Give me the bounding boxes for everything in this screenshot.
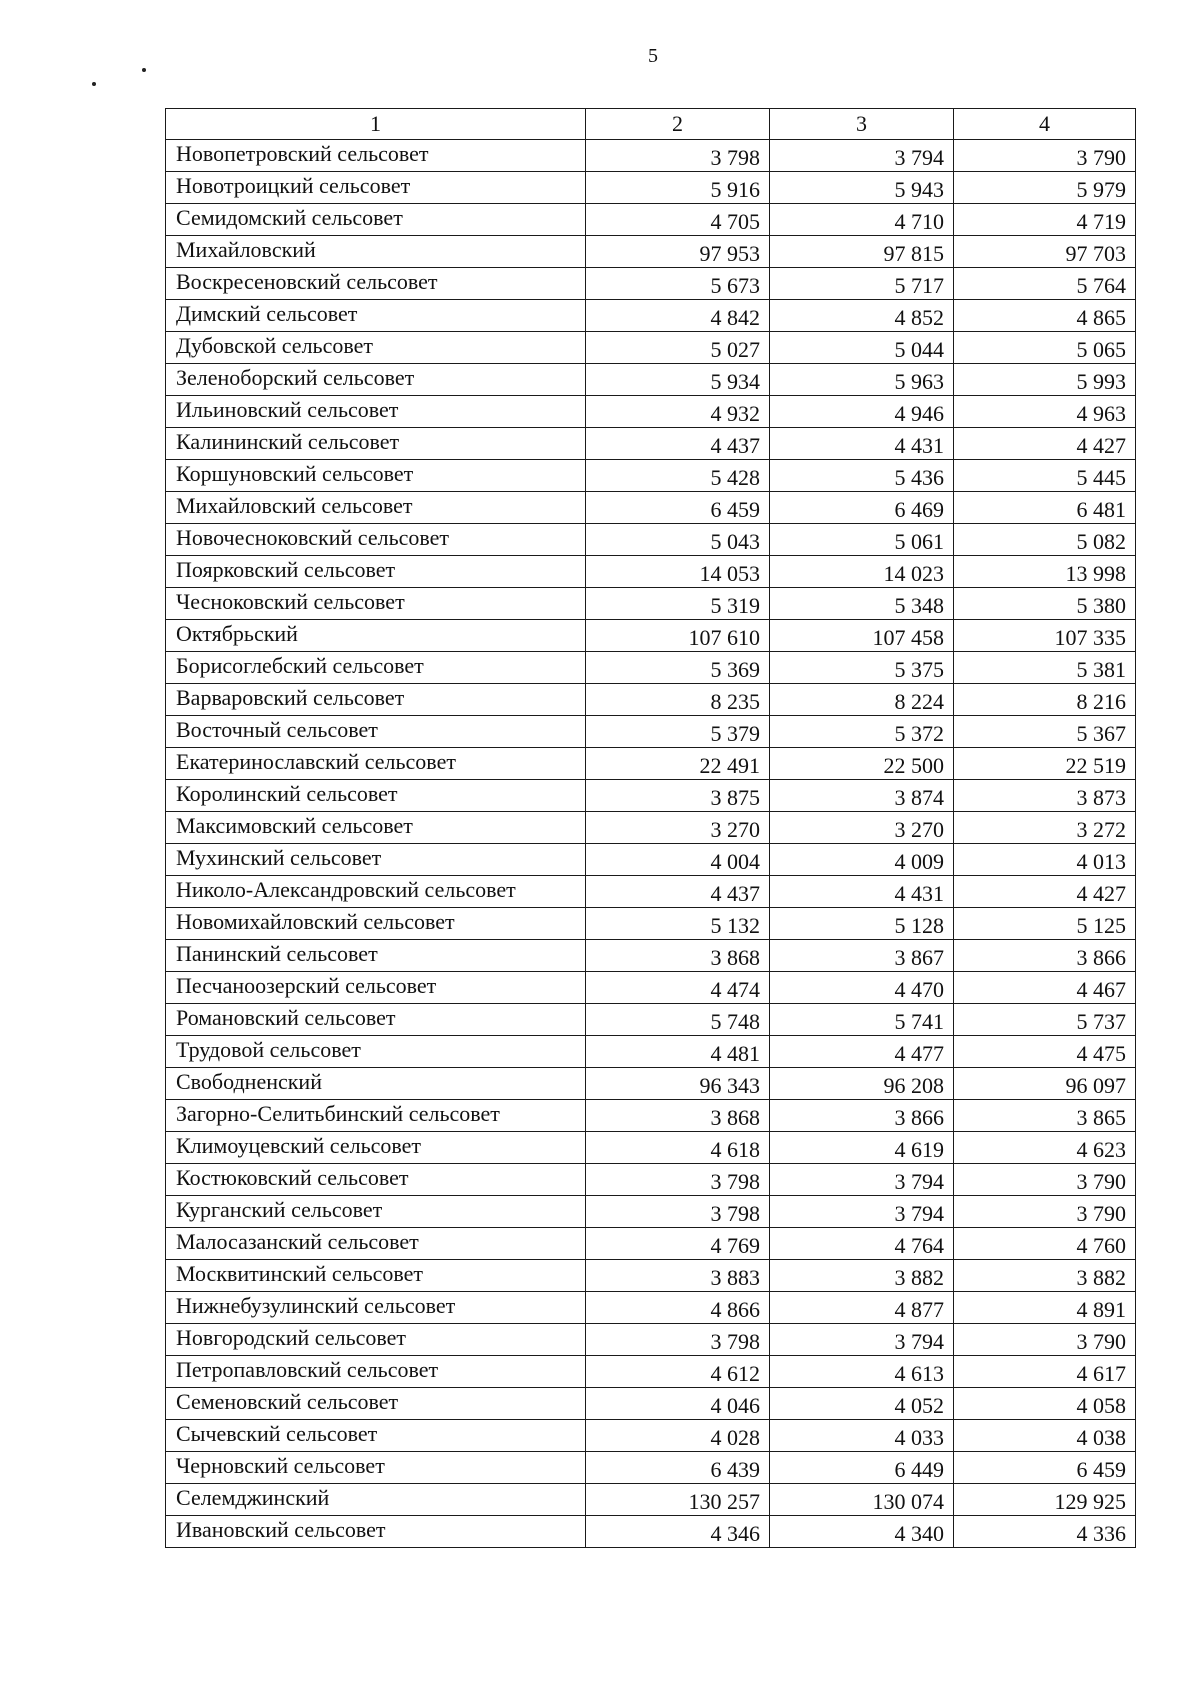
value-cell-col2: 97 953 xyxy=(586,236,770,268)
row-name-cell: Екатеринославский сельсовет xyxy=(166,748,586,780)
value-cell-col4: 4 617 xyxy=(954,1356,1136,1388)
table-row xyxy=(166,556,1136,588)
table-row xyxy=(166,1484,1136,1516)
row-name-cell: Борисоглебский сельсовет xyxy=(166,652,586,684)
row-name-cell: Загорно-Селитьбинский сельсовет xyxy=(166,1100,586,1132)
value-cell-col3: 96 208 xyxy=(770,1068,954,1100)
row-name-cell: Новгородский сельсовет xyxy=(166,1324,586,1356)
value-cell-col2: 4 046 xyxy=(586,1388,770,1420)
value-cell-col3: 5 061 xyxy=(770,524,954,556)
table-row xyxy=(166,1356,1136,1388)
value-cell-col2: 96 343 xyxy=(586,1068,770,1100)
table-row xyxy=(166,876,1136,908)
value-cell-col4: 97 703 xyxy=(954,236,1136,268)
row-name-cell: Семеновский сельсовет xyxy=(166,1388,586,1420)
table-row xyxy=(166,652,1136,684)
value-cell-col2: 5 916 xyxy=(586,172,770,204)
scan-speck xyxy=(92,82,96,86)
value-cell-col4: 4 963 xyxy=(954,396,1136,428)
table-row xyxy=(166,908,1136,940)
value-cell-col2: 22 491 xyxy=(586,748,770,780)
value-cell-col3: 5 963 xyxy=(770,364,954,396)
value-cell-col2: 6 459 xyxy=(586,492,770,524)
row-name-cell: Мухинский сельсовет xyxy=(166,844,586,876)
value-cell-col3: 5 128 xyxy=(770,908,954,940)
value-cell-col3: 3 866 xyxy=(770,1100,954,1132)
value-cell-col2: 4 437 xyxy=(586,876,770,908)
row-name-cell: Новотроицкий сельсовет xyxy=(166,172,586,204)
data-table xyxy=(165,108,1136,1548)
row-name-cell: Николо-Александровский сельсовет xyxy=(166,876,586,908)
value-cell-col3: 4 477 xyxy=(770,1036,954,1068)
value-cell-col4: 5 065 xyxy=(954,332,1136,364)
value-cell-col2: 5 673 xyxy=(586,268,770,300)
value-cell-col4: 22 519 xyxy=(954,748,1136,780)
value-cell-col2: 4 612 xyxy=(586,1356,770,1388)
table-row xyxy=(166,1068,1136,1100)
row-name-cell: Трудовой сельсовет xyxy=(166,1036,586,1068)
value-cell-col4: 129 925 xyxy=(954,1484,1136,1516)
value-cell-col2: 4 481 xyxy=(586,1036,770,1068)
value-cell-col4: 4 427 xyxy=(954,428,1136,460)
value-cell-col2: 4 437 xyxy=(586,428,770,460)
row-name-cell: Сычевский сельсовет xyxy=(166,1420,586,1452)
value-cell-col3: 4 033 xyxy=(770,1420,954,1452)
value-cell-col2: 5 934 xyxy=(586,364,770,396)
value-cell-col3: 4 619 xyxy=(770,1132,954,1164)
value-cell-col3: 22 500 xyxy=(770,748,954,780)
value-cell-col2: 5 379 xyxy=(586,716,770,748)
table-row xyxy=(166,716,1136,748)
row-name-cell: Семидомский сельсовет xyxy=(166,204,586,236)
row-name-cell: Новопетровский сельсовет xyxy=(166,140,586,172)
value-cell-col2: 4 932 xyxy=(586,396,770,428)
row-name-cell: Селемджинский xyxy=(166,1484,586,1516)
value-cell-col3: 4 340 xyxy=(770,1516,954,1548)
row-name-cell: Димский сельсовет xyxy=(166,300,586,332)
table-row xyxy=(166,1260,1136,1292)
value-cell-col4: 4 891 xyxy=(954,1292,1136,1324)
value-cell-col3: 5 375 xyxy=(770,652,954,684)
table-row xyxy=(166,588,1136,620)
value-cell-col3: 5 436 xyxy=(770,460,954,492)
value-cell-col3: 5 348 xyxy=(770,588,954,620)
table-row xyxy=(166,812,1136,844)
row-name-cell: Малосазанский сельсовет xyxy=(166,1228,586,1260)
table-row xyxy=(166,1164,1136,1196)
value-cell-col2: 3 868 xyxy=(586,1100,770,1132)
value-cell-col4: 4 013 xyxy=(954,844,1136,876)
value-cell-col2: 3 798 xyxy=(586,1324,770,1356)
table-row xyxy=(166,332,1136,364)
value-cell-col2: 4 705 xyxy=(586,204,770,236)
value-cell-col3: 4 764 xyxy=(770,1228,954,1260)
value-cell-col4: 4 865 xyxy=(954,300,1136,332)
value-cell-col3: 3 794 xyxy=(770,1196,954,1228)
value-cell-col3: 4 946 xyxy=(770,396,954,428)
row-name-cell: Калининский сельсовет xyxy=(166,428,586,460)
value-cell-col4: 5 764 xyxy=(954,268,1136,300)
value-cell-col2: 3 875 xyxy=(586,780,770,812)
value-cell-col4: 5 381 xyxy=(954,652,1136,684)
value-cell-col2: 4 004 xyxy=(586,844,770,876)
value-cell-col3: 3 270 xyxy=(770,812,954,844)
table-body xyxy=(166,140,1136,1548)
value-cell-col4: 3 790 xyxy=(954,140,1136,172)
row-name-cell: Михайловский сельсовет xyxy=(166,492,586,524)
table-row xyxy=(166,1196,1136,1228)
value-cell-col3: 8 224 xyxy=(770,684,954,716)
table-row xyxy=(166,620,1136,652)
value-cell-col2: 3 270 xyxy=(586,812,770,844)
value-cell-col4: 13 998 xyxy=(954,556,1136,588)
row-name-cell: Максимовский сельсовет xyxy=(166,812,586,844)
value-cell-col2: 3 798 xyxy=(586,1164,770,1196)
row-name-cell: Октябрьский xyxy=(166,620,586,652)
page-number: 5 xyxy=(648,45,658,67)
table-row xyxy=(166,364,1136,396)
table-row xyxy=(166,1516,1136,1548)
value-cell-col3: 5 044 xyxy=(770,332,954,364)
value-cell-col4: 5 979 xyxy=(954,172,1136,204)
value-cell-col3: 4 009 xyxy=(770,844,954,876)
value-cell-col3: 5 943 xyxy=(770,172,954,204)
table-row xyxy=(166,1036,1136,1068)
value-cell-col3: 4 470 xyxy=(770,972,954,1004)
table-row xyxy=(166,684,1136,716)
value-cell-col3: 5 741 xyxy=(770,1004,954,1036)
value-cell-col4: 3 272 xyxy=(954,812,1136,844)
value-cell-col2: 107 610 xyxy=(586,620,770,652)
value-cell-col3: 97 815 xyxy=(770,236,954,268)
value-cell-col2: 5 043 xyxy=(586,524,770,556)
value-cell-col2: 4 842 xyxy=(586,300,770,332)
scan-speck xyxy=(142,68,146,72)
row-name-cell: Королинский сельсовет xyxy=(166,780,586,812)
value-cell-col4: 4 038 xyxy=(954,1420,1136,1452)
value-cell-col4: 5 445 xyxy=(954,460,1136,492)
row-name-cell: Курганский сельсовет xyxy=(166,1196,586,1228)
value-cell-col3: 4 613 xyxy=(770,1356,954,1388)
table-row xyxy=(166,300,1136,332)
table-row xyxy=(166,492,1136,524)
value-cell-col4: 4 475 xyxy=(954,1036,1136,1068)
value-cell-col2: 14 053 xyxy=(586,556,770,588)
table-row xyxy=(166,748,1136,780)
row-name-cell: Варваровский сельсовет xyxy=(166,684,586,716)
value-cell-col2: 5 369 xyxy=(586,652,770,684)
value-cell-col2: 5 748 xyxy=(586,1004,770,1036)
table-row xyxy=(166,1324,1136,1356)
table-row xyxy=(166,1004,1136,1036)
row-name-cell: Воскресеновский сельсовет xyxy=(166,268,586,300)
value-cell-col2: 3 868 xyxy=(586,940,770,972)
value-cell-col2: 8 235 xyxy=(586,684,770,716)
table-row xyxy=(166,1292,1136,1324)
value-cell-col3: 3 874 xyxy=(770,780,954,812)
row-name-cell: Песчаноозерский сельсовет xyxy=(166,972,586,1004)
value-cell-col2: 5 132 xyxy=(586,908,770,940)
row-name-cell: Ильиновский сельсовет xyxy=(166,396,586,428)
table-row xyxy=(166,1100,1136,1132)
column-header: 3 xyxy=(770,109,954,140)
table-row xyxy=(166,1420,1136,1452)
value-cell-col2: 3 883 xyxy=(586,1260,770,1292)
value-cell-col2: 130 257 xyxy=(586,1484,770,1516)
value-cell-col4: 4 623 xyxy=(954,1132,1136,1164)
value-cell-col4: 4 467 xyxy=(954,972,1136,1004)
table-row xyxy=(166,236,1136,268)
table-row xyxy=(166,396,1136,428)
value-cell-col2: 5 319 xyxy=(586,588,770,620)
value-cell-col2: 5 027 xyxy=(586,332,770,364)
column-header: 1 xyxy=(166,109,586,140)
table-row xyxy=(166,428,1136,460)
value-cell-col3: 6 469 xyxy=(770,492,954,524)
value-cell-col2: 3 798 xyxy=(586,140,770,172)
row-name-cell: Поярковский сельсовет xyxy=(166,556,586,588)
row-name-cell: Климоуцевский сельсовет xyxy=(166,1132,586,1164)
table-row xyxy=(166,172,1136,204)
row-name-cell: Дубовской сельсовет xyxy=(166,332,586,364)
row-name-cell: Романовский сельсовет xyxy=(166,1004,586,1036)
row-name-cell: Панинский сельсовет xyxy=(166,940,586,972)
value-cell-col2: 4 028 xyxy=(586,1420,770,1452)
value-cell-col2: 3 798 xyxy=(586,1196,770,1228)
table-row xyxy=(166,1228,1136,1260)
value-cell-col4: 4 336 xyxy=(954,1516,1136,1548)
value-cell-col3: 5 372 xyxy=(770,716,954,748)
value-cell-col4: 5 993 xyxy=(954,364,1136,396)
value-cell-col3: 3 882 xyxy=(770,1260,954,1292)
value-cell-col4: 6 459 xyxy=(954,1452,1136,1484)
value-cell-col3: 3 794 xyxy=(770,1164,954,1196)
row-name-cell: Москвитинский сельсовет xyxy=(166,1260,586,1292)
table-row xyxy=(166,940,1136,972)
value-cell-col2: 4 866 xyxy=(586,1292,770,1324)
value-cell-col4: 4 719 xyxy=(954,204,1136,236)
value-cell-col2: 5 428 xyxy=(586,460,770,492)
row-name-cell: Ивановский сельсовет xyxy=(166,1516,586,1548)
header-row xyxy=(166,109,1136,140)
row-name-cell: Петропавловский сельсовет xyxy=(166,1356,586,1388)
row-name-cell: Новочесноковский сельсовет xyxy=(166,524,586,556)
value-cell-col4: 5 367 xyxy=(954,716,1136,748)
value-cell-col4: 4 760 xyxy=(954,1228,1136,1260)
column-header: 2 xyxy=(586,109,770,140)
row-name-cell: Новомихайловский сельсовет xyxy=(166,908,586,940)
value-cell-col4: 4 427 xyxy=(954,876,1136,908)
table-row xyxy=(166,460,1136,492)
value-cell-col3: 4 852 xyxy=(770,300,954,332)
row-name-cell: Михайловский xyxy=(166,236,586,268)
value-cell-col3: 5 717 xyxy=(770,268,954,300)
value-cell-col3: 3 867 xyxy=(770,940,954,972)
value-cell-col4: 8 216 xyxy=(954,684,1136,716)
value-cell-col4: 5 737 xyxy=(954,1004,1136,1036)
table-row xyxy=(166,780,1136,812)
value-cell-col2: 4 769 xyxy=(586,1228,770,1260)
value-cell-col3: 14 023 xyxy=(770,556,954,588)
column-header: 4 xyxy=(954,109,1136,140)
value-cell-col2: 6 439 xyxy=(586,1452,770,1484)
value-cell-col4: 5 125 xyxy=(954,908,1136,940)
value-cell-col3: 6 449 xyxy=(770,1452,954,1484)
row-name-cell: Черновский сельсовет xyxy=(166,1452,586,1484)
row-name-cell: Восточный сельсовет xyxy=(166,716,586,748)
row-name-cell: Костюковский сельсовет xyxy=(166,1164,586,1196)
value-cell-col3: 107 458 xyxy=(770,620,954,652)
value-cell-col3: 3 794 xyxy=(770,1324,954,1356)
value-cell-col4: 3 873 xyxy=(954,780,1136,812)
value-cell-col3: 4 431 xyxy=(770,876,954,908)
value-cell-col4: 5 380 xyxy=(954,588,1136,620)
value-cell-col3: 4 431 xyxy=(770,428,954,460)
value-cell-col4: 3 865 xyxy=(954,1100,1136,1132)
value-cell-col3: 4 710 xyxy=(770,204,954,236)
value-cell-col2: 4 346 xyxy=(586,1516,770,1548)
table-row xyxy=(166,1452,1136,1484)
value-cell-col4: 6 481 xyxy=(954,492,1136,524)
table-row xyxy=(166,204,1136,236)
value-cell-col3: 130 074 xyxy=(770,1484,954,1516)
table-row xyxy=(166,524,1136,556)
value-cell-col2: 4 474 xyxy=(586,972,770,1004)
value-cell-col4: 96 097 xyxy=(954,1068,1136,1100)
table-row xyxy=(166,972,1136,1004)
value-cell-col4: 3 866 xyxy=(954,940,1136,972)
value-cell-col3: 3 794 xyxy=(770,140,954,172)
value-cell-col3: 4 052 xyxy=(770,1388,954,1420)
table-row xyxy=(166,1132,1136,1164)
value-cell-col4: 3 790 xyxy=(954,1196,1136,1228)
value-cell-col2: 4 618 xyxy=(586,1132,770,1164)
row-name-cell: Коршуновский сельсовет xyxy=(166,460,586,492)
row-name-cell: Зеленоборский сельсовет xyxy=(166,364,586,396)
value-cell-col4: 3 790 xyxy=(954,1324,1136,1356)
row-name-cell: Чесноковский сельсовет xyxy=(166,588,586,620)
table-row xyxy=(166,1388,1136,1420)
row-name-cell: Свободненский xyxy=(166,1068,586,1100)
value-cell-col4: 5 082 xyxy=(954,524,1136,556)
value-cell-col4: 4 058 xyxy=(954,1388,1136,1420)
table-row xyxy=(166,844,1136,876)
value-cell-col4: 3 882 xyxy=(954,1260,1136,1292)
value-cell-col4: 3 790 xyxy=(954,1164,1136,1196)
value-cell-col4: 107 335 xyxy=(954,620,1136,652)
table-row xyxy=(166,140,1136,172)
row-name-cell: Нижнебузулинский сельсовет xyxy=(166,1292,586,1324)
value-cell-col3: 4 877 xyxy=(770,1292,954,1324)
table-row xyxy=(166,268,1136,300)
